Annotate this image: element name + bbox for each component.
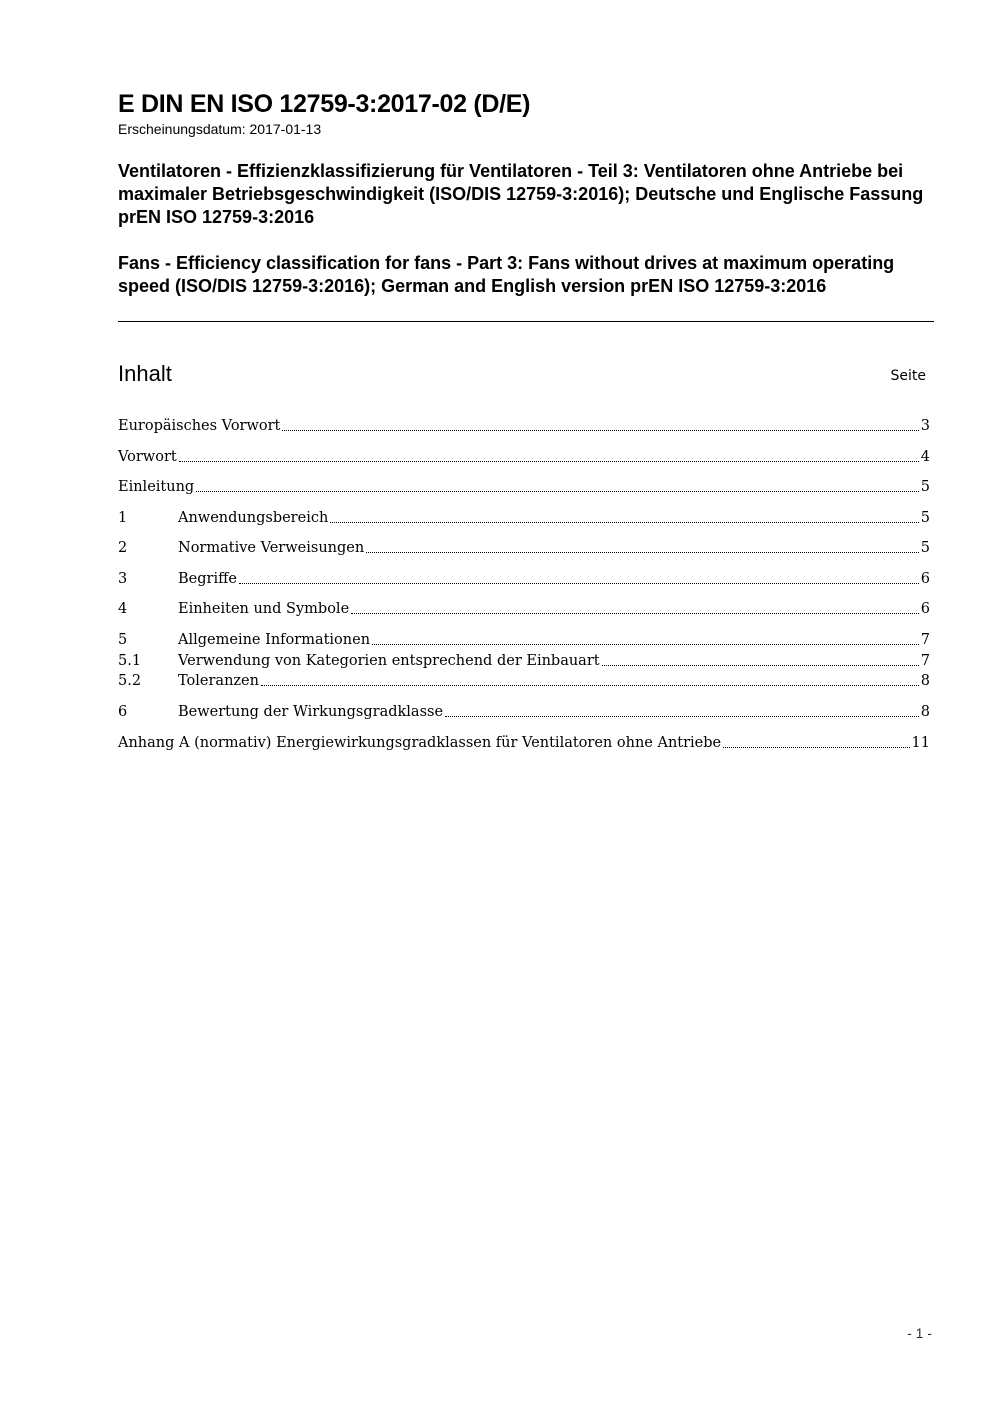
- toc-leader-dots: [282, 430, 918, 431]
- toc-entry-page: 3: [920, 418, 930, 434]
- toc-entry[interactable]: [118, 651, 930, 671]
- publication-date: Erscheinungsdatum: 2017-01-13: [118, 121, 322, 137]
- toc-entry-page: 8: [920, 704, 930, 720]
- toc-entry[interactable]: [118, 508, 930, 528]
- toc-entry-page: 5: [920, 510, 930, 526]
- toc-leader-dots: [351, 613, 919, 614]
- toc-entry-label: Toleranzen: [178, 673, 259, 689]
- toc-entry-page: 6: [920, 601, 930, 617]
- toc-entry-number: 3: [118, 571, 128, 587]
- toc-entry-number: 4: [118, 601, 128, 617]
- toc-entry-page: 4: [920, 449, 930, 465]
- toc-entry-label: Einleitung: [118, 479, 195, 495]
- toc-entry[interactable]: [118, 477, 930, 497]
- toc-entry[interactable]: [118, 416, 930, 436]
- toc-entry-label: Europäisches Vorwort: [118, 418, 281, 434]
- toc-heading: Inhalt: [118, 361, 172, 386]
- toc-entry-label: Einheiten und Symbole: [178, 601, 350, 617]
- toc-entry[interactable]: [118, 447, 930, 467]
- toc-leader-dots: [239, 583, 919, 584]
- title-english: Fans - Efficiency classification for fans - Part 3: Fans without drives at maximum operating speed (ISO/DIS 12759-3:2016); German and English version prEN ISO 12759-3:2016: [118, 253, 895, 296]
- header-divider: [118, 321, 934, 322]
- toc-entry-page: 5: [920, 479, 930, 495]
- toc-leader-dots: [445, 716, 919, 717]
- toc-entry-page: 5: [920, 540, 930, 556]
- toc-entry-page: 7: [920, 653, 930, 669]
- toc-entry-number: 6: [118, 704, 128, 720]
- toc-entry[interactable]: [118, 569, 930, 589]
- toc-entry[interactable]: [118, 733, 930, 753]
- toc-leader-dots: [179, 461, 919, 462]
- toc-entry-label: Allgemeine Informationen: [178, 632, 371, 648]
- footer-page-number: - 1 -: [907, 1325, 932, 1341]
- toc-entry-page: 11: [911, 735, 930, 751]
- toc-leader-dots: [196, 491, 919, 492]
- toc-entry-number: 1: [118, 510, 128, 526]
- toc-entry-label: Anwendungsbereich: [178, 510, 329, 526]
- toc-entry-page: 8: [920, 673, 930, 689]
- toc-entry-label: Verwendung von Kategorien entsprechend der Einbauart: [178, 653, 600, 669]
- toc-entry-label: Normative Verweisungen: [178, 540, 365, 556]
- toc-entry-label: Begriffe: [178, 571, 237, 587]
- toc-entry-number: 2: [118, 540, 128, 556]
- toc-entry-page: 6: [920, 571, 930, 587]
- toc-leader-dots: [372, 644, 919, 645]
- toc-entry[interactable]: [118, 538, 930, 558]
- toc-entry-label: Bewertung der Wirkungsgradklasse: [178, 704, 444, 720]
- toc-entry[interactable]: [118, 671, 930, 691]
- toc-entry-label: Anhang A (normativ) Energiewirkungsgradklassen für Ventilatoren ohne Antriebe: [118, 735, 722, 751]
- toc-entry[interactable]: [118, 702, 930, 722]
- title-german: Ventilatoren - Effizienzklassifizierung für Ventilatoren - Teil 3: Ventilatoren ohne Antriebe bei maximaler Betriebsgeschwindigkeit (ISO/DIS 12759-3:2016); Deutsche und Englische Fassung prEN ISO 12759-3:2016: [118, 161, 924, 227]
- toc-entry-label: Vorwort: [118, 449, 177, 465]
- toc-leader-dots: [366, 552, 919, 553]
- toc-entry[interactable]: [118, 630, 930, 650]
- toc-entry-page: 7: [920, 632, 930, 648]
- toc-leader-dots: [602, 665, 919, 666]
- toc-entry-number: 5.2: [118, 673, 142, 689]
- toc-entry[interactable]: [118, 599, 930, 619]
- document-id: E DIN EN ISO 12759-3:2017-02 (D/E): [118, 90, 531, 118]
- toc-entry-number: 5.1: [118, 653, 142, 669]
- toc-entry-number: 5: [118, 632, 128, 648]
- toc-leader-dots: [261, 685, 919, 686]
- toc-leader-dots: [330, 522, 918, 523]
- toc-leader-dots: [723, 747, 909, 748]
- toc-page-column-label: Seite: [890, 368, 926, 384]
